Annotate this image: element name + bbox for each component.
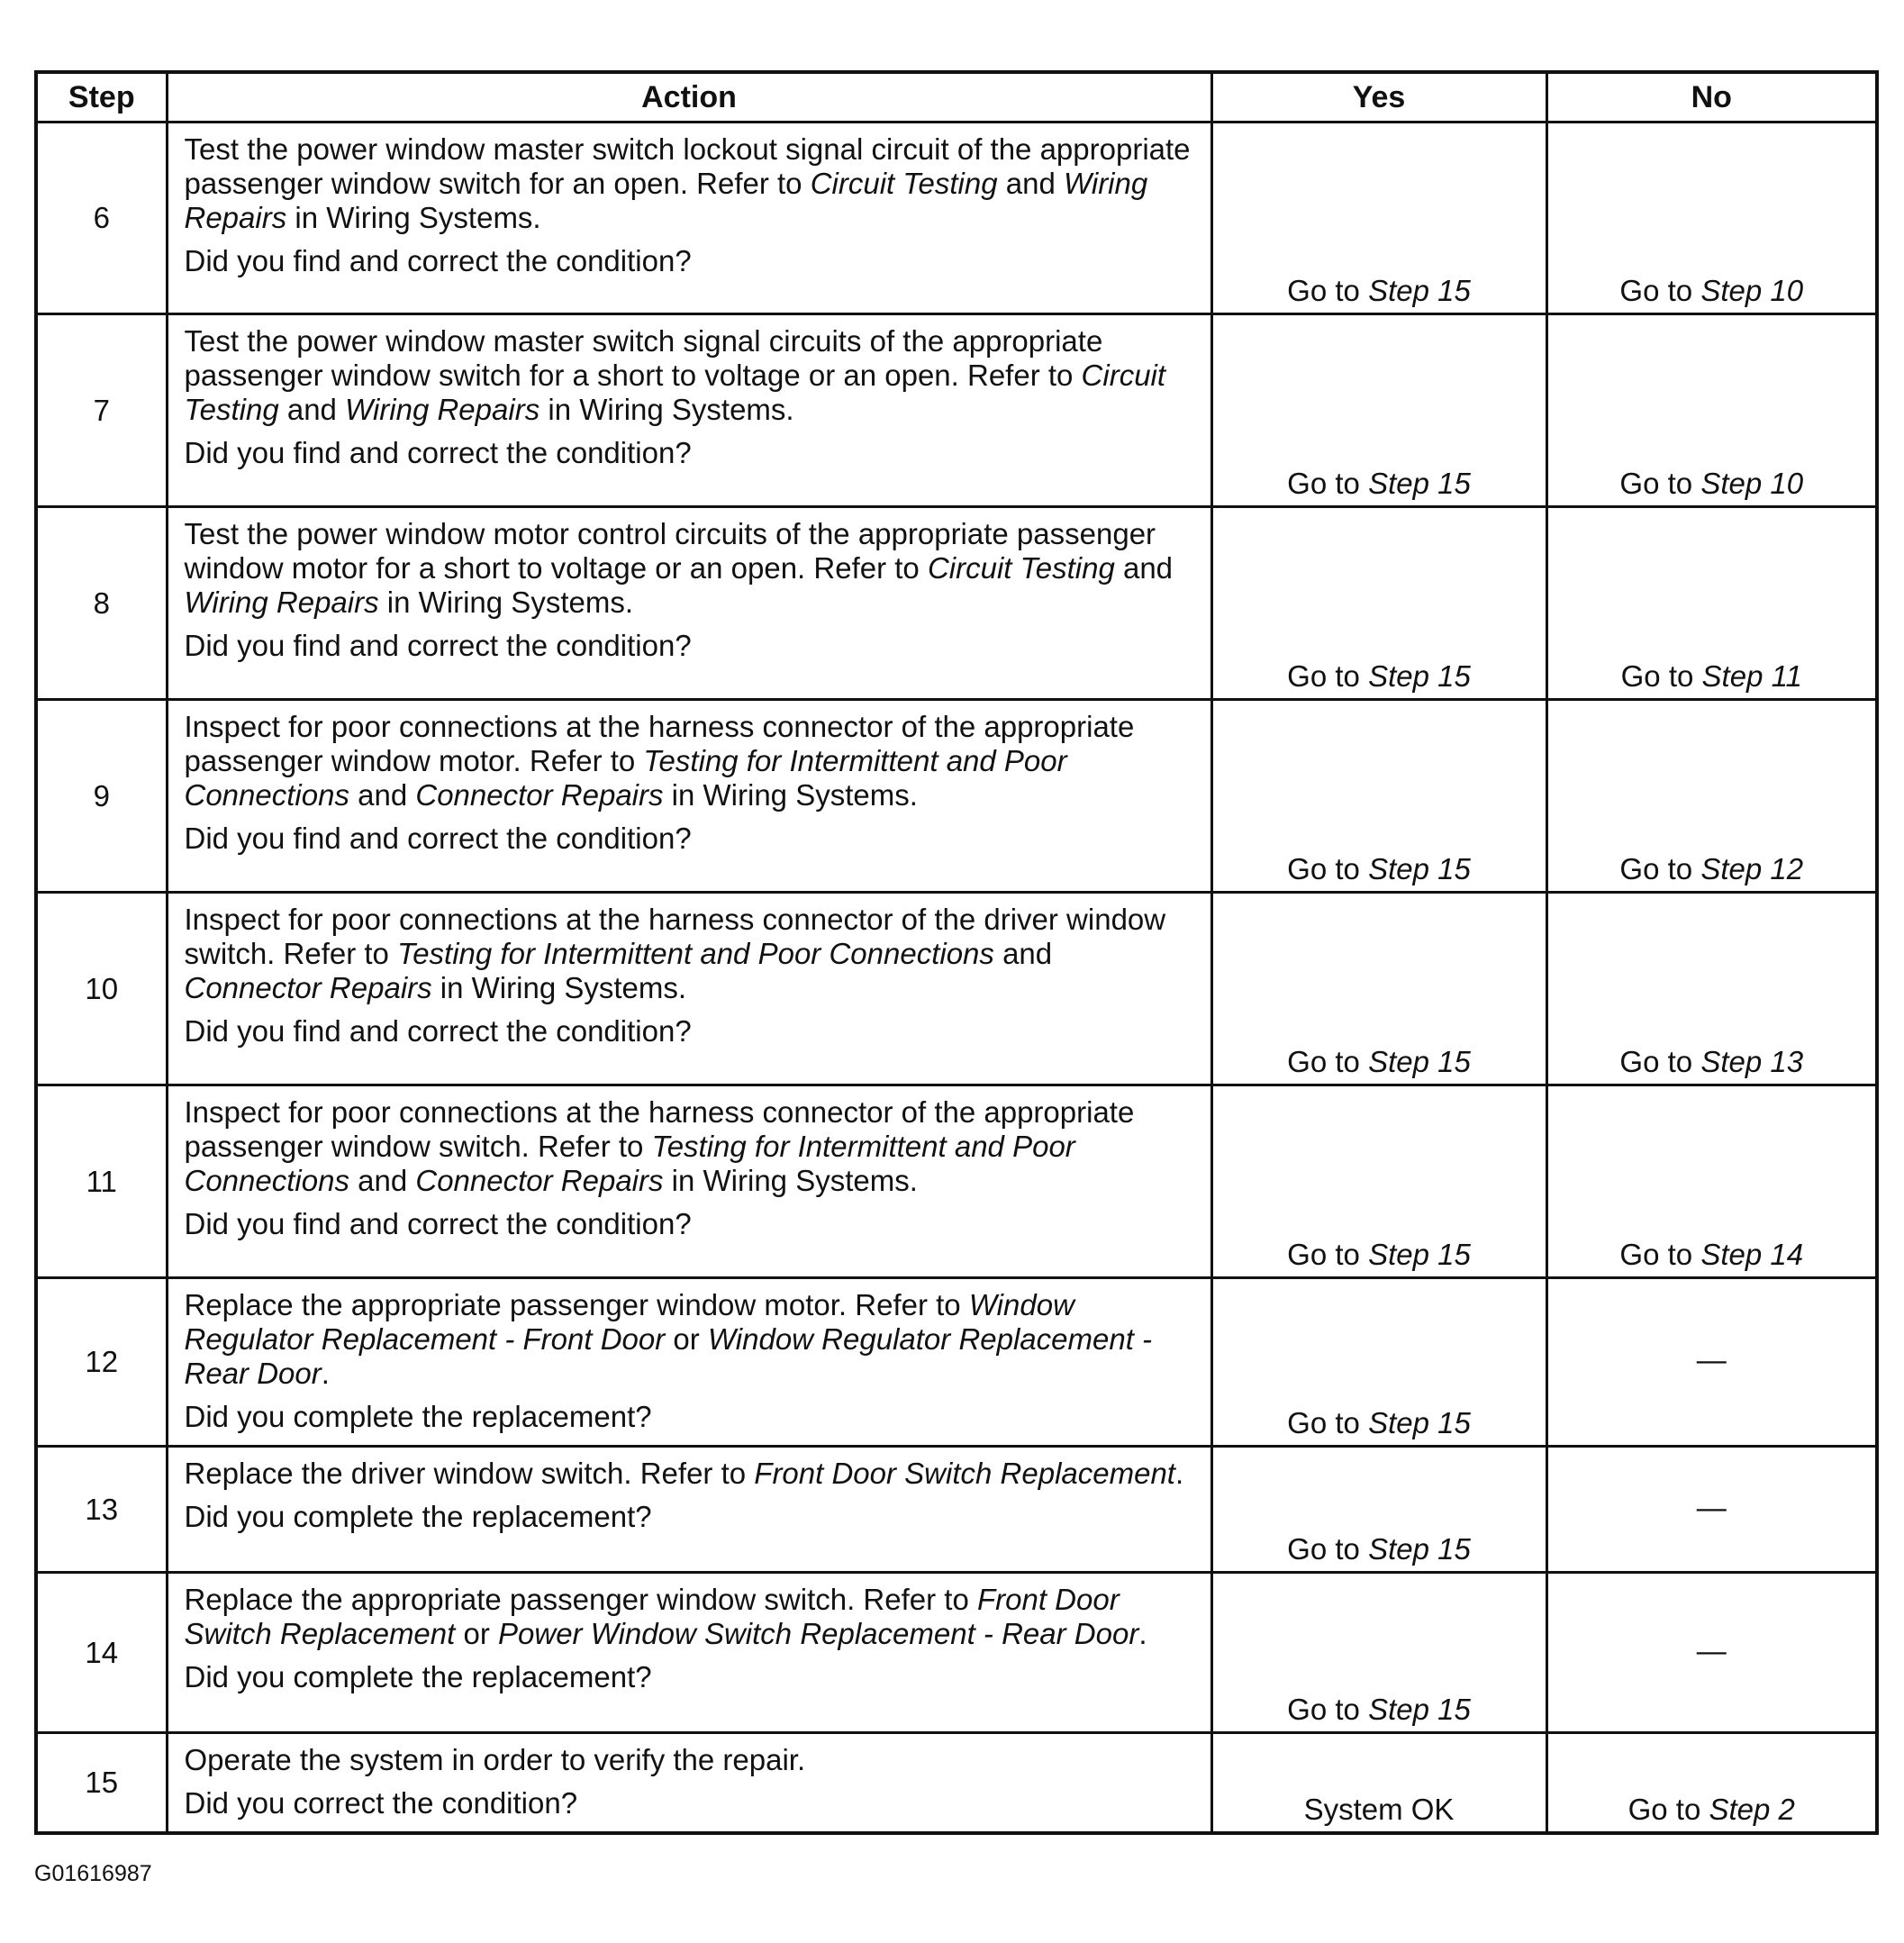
no-result	[1621, 659, 1802, 693]
no-result-text: Go to	[1619, 1045, 1701, 1078]
action-text-segment: .	[1138, 1617, 1147, 1650]
no-result-text: —	[1696, 1343, 1727, 1376]
action-text-segment: and	[997, 167, 1064, 200]
action-text	[185, 132, 1196, 235]
action-question: Did you complete the replacement?	[184, 1660, 652, 1693]
yes-step-reference: Step 15	[1368, 274, 1471, 307]
action-cell	[167, 1573, 1211, 1733]
reference-title: Front Door Switch Replacement	[754, 1457, 1175, 1490]
action-text	[185, 1288, 1196, 1391]
no-result-text: Go to	[1627, 1793, 1709, 1826]
no-result	[1619, 852, 1803, 885]
yes-result-text: Go to	[1287, 274, 1369, 307]
reference-title: Power Window Switch Replacement - Rear Door	[498, 1617, 1139, 1650]
yes-step-reference: Step 15	[1368, 1532, 1471, 1566]
no-result-cell	[1546, 1278, 1877, 1447]
step-number: 11	[36, 1085, 167, 1278]
table-row	[36, 1573, 1877, 1733]
yes-result-text: Go to	[1287, 1238, 1369, 1271]
yes-step-reference: Step 15	[1368, 1406, 1471, 1439]
action-question: Did you correct the condition?	[184, 1786, 578, 1820]
action-question: Did you find and correct the condition?	[184, 822, 692, 855]
action-text-segment: .	[1174, 1457, 1184, 1490]
no-result-text: Go to	[1619, 274, 1701, 307]
no-step-reference: Step 2	[1709, 1793, 1795, 1826]
yes-result-text: Go to	[1287, 659, 1369, 693]
action-cell	[167, 123, 1211, 314]
yes-result-cell	[1211, 1573, 1546, 1733]
action-question: Did you complete the replacement?	[184, 1500, 652, 1533]
action-text-segment: in Wiring Systems.	[378, 586, 633, 619]
reference-title: Testing for Intermittent and Poor Connections	[397, 937, 994, 970]
no-result-cell	[1546, 314, 1877, 507]
no-result-cell	[1546, 1085, 1877, 1278]
action-text-segment: and	[349, 1164, 416, 1197]
action-text-segment: in Wiring Systems.	[431, 971, 687, 1004]
header-row	[36, 72, 1877, 123]
action-cell	[167, 1733, 1211, 1834]
action-text-segment: and	[349, 778, 416, 812]
action-text	[185, 1743, 1196, 1777]
yes-result-text: Go to	[1287, 1045, 1369, 1078]
yes-step-reference: Step 15	[1368, 1238, 1471, 1271]
yes-result	[1287, 1532, 1471, 1566]
table-header	[36, 72, 1877, 123]
no-result-text: Go to	[1619, 1238, 1701, 1271]
action-text-segment: or	[665, 1322, 708, 1356]
action-cell	[167, 1447, 1211, 1573]
yes-result	[1287, 1238, 1471, 1271]
yes-result	[1287, 467, 1471, 500]
no-result-text: Go to	[1619, 467, 1701, 500]
no-step-reference: Step 10	[1700, 274, 1804, 307]
action-text-segment: and	[278, 393, 346, 426]
yes-result-text: Go to	[1287, 1532, 1369, 1566]
action-text-segment: Inspect for poor connections at the harness connector of the appropriate passenger window switch. Refer to	[184, 1095, 1135, 1163]
action-text-segment: Test the power window master switch signal circuits of the appropriate passenger window switch for a short to voltage or an open. Refer to	[184, 324, 1103, 392]
no-result-cell	[1546, 893, 1877, 1085]
yes-result-cell	[1211, 893, 1546, 1085]
no-result-text: —	[1696, 1490, 1727, 1524]
yes-step-reference: Step 15	[1368, 659, 1471, 693]
action-question: Did you find and correct the condition?	[184, 1207, 692, 1240]
action-cell	[167, 700, 1211, 893]
action-text	[185, 324, 1196, 427]
yes-result	[1287, 1693, 1471, 1726]
no-result-cell	[1546, 1573, 1877, 1733]
yes-result-text: Go to	[1287, 1406, 1369, 1439]
action-cell	[167, 1085, 1211, 1278]
action-text-segment: Operate the system in order to verify the repair.	[184, 1743, 806, 1776]
yes-result-cell	[1211, 123, 1546, 314]
step-number: 6	[36, 123, 167, 314]
action-text	[185, 903, 1196, 1005]
no-result	[1628, 1793, 1795, 1826]
yes-result-cell	[1211, 1447, 1546, 1573]
action-text-segment: and	[1114, 551, 1174, 585]
header-step: Step	[36, 72, 167, 123]
yes-result	[1287, 1045, 1471, 1078]
no-result	[1697, 1491, 1727, 1524]
yes-step-reference: Step 15	[1368, 852, 1471, 885]
table-body	[36, 123, 1877, 1834]
step-number: 15	[36, 1733, 167, 1834]
action-text-segment: Test the power window master switch lockout signal circuit of the appropriate passenger window switch for an open. Refer to	[184, 132, 1191, 200]
no-result	[1697, 1343, 1727, 1376]
no-step-reference: Step 12	[1700, 852, 1804, 885]
reference-title: Window Regulator Replacement - Rear Door	[184, 1322, 1153, 1390]
reference-title: Connector Repairs	[415, 778, 664, 812]
no-result	[1697, 1634, 1727, 1667]
step-number: 14	[36, 1573, 167, 1733]
reference-title: Testing for Intermittent and Poor Connections	[184, 1130, 1075, 1197]
table-row	[36, 123, 1877, 314]
action-cell	[167, 314, 1211, 507]
no-result-cell	[1546, 700, 1877, 893]
yes-result	[1287, 659, 1471, 693]
action-cell	[167, 507, 1211, 700]
table-row	[36, 1447, 1877, 1573]
reference-title: Front Door Switch Replacement	[184, 1583, 1120, 1650]
no-result	[1619, 274, 1803, 307]
action-text-segment: or	[455, 1617, 498, 1650]
table-row	[36, 1733, 1877, 1834]
reference-title: Wiring Repairs	[184, 586, 379, 619]
reference-title: Connector Repairs	[415, 1164, 664, 1197]
step-number: 12	[36, 1278, 167, 1447]
yes-result	[1287, 274, 1471, 307]
step-number: 10	[36, 893, 167, 1085]
reference-title: Wiring Repairs	[345, 393, 540, 426]
table-row	[36, 700, 1877, 893]
header-yes: Yes	[1211, 72, 1546, 123]
action-text	[185, 1095, 1196, 1198]
yes-result	[1287, 1406, 1471, 1439]
no-step-reference: Step 13	[1700, 1045, 1804, 1078]
action-text	[185, 517, 1196, 620]
yes-result	[1287, 852, 1471, 885]
yes-result-cell	[1211, 314, 1546, 507]
table-row	[36, 1278, 1877, 1447]
yes-result-cell	[1211, 700, 1546, 893]
action-text-segment: and	[993, 937, 1053, 970]
action-cell	[167, 893, 1211, 1085]
action-text	[185, 710, 1196, 813]
action-text-segment: in Wiring Systems.	[663, 1164, 918, 1197]
reference-title: Circuit Testing	[927, 551, 1115, 585]
step-number: 7	[36, 314, 167, 507]
yes-step-reference: Step 15	[1368, 1693, 1471, 1726]
reference-title: Circuit Testing	[184, 359, 1166, 426]
no-result-cell	[1546, 1447, 1877, 1573]
yes-result-cell	[1211, 507, 1546, 700]
action-text-segment: in Wiring Systems.	[663, 778, 918, 812]
diagnostic-steps-table	[34, 70, 1879, 1835]
yes-result-cell	[1211, 1733, 1546, 1834]
yes-result	[1304, 1793, 1455, 1826]
action-question: Did you find and correct the condition?	[184, 244, 692, 277]
reference-title: Circuit Testing	[810, 167, 998, 200]
action-text-segment: in Wiring Systems.	[286, 201, 541, 234]
action-question: Did you find and correct the condition?	[184, 436, 692, 469]
action-cell	[167, 1278, 1211, 1447]
no-result-cell	[1546, 1733, 1877, 1834]
no-result	[1619, 467, 1803, 500]
no-step-reference: Step 14	[1700, 1238, 1804, 1271]
action-question: Did you find and correct the condition?	[184, 1014, 692, 1048]
step-number: 9	[36, 700, 167, 893]
yes-result-text: Go to	[1287, 852, 1369, 885]
no-result	[1619, 1045, 1803, 1078]
action-text-segment: Replace the appropriate passenger window switch. Refer to	[184, 1583, 977, 1616]
table-row	[36, 507, 1877, 700]
diagnostic-document	[34, 70, 1875, 1835]
no-result-text: Go to	[1620, 659, 1702, 693]
reference-title: Wiring Repairs	[184, 167, 1148, 234]
action-text-segment: in Wiring Systems.	[539, 393, 794, 426]
table-row	[36, 314, 1877, 507]
action-text-segment: Inspect for poor connections at the harness connector of the appropriate passenger window motor. Refer to	[184, 710, 1135, 777]
no-result-cell	[1546, 507, 1877, 700]
action-text-segment: Test the power window motor control circuits of the appropriate passenger window motor for a short to voltage or an open. Refer to	[184, 517, 1156, 585]
action-text	[185, 1583, 1196, 1651]
header-no: No	[1546, 72, 1877, 123]
step-number: 8	[36, 507, 167, 700]
no-step-reference: Step 11	[1701, 659, 1802, 693]
yes-result-text: System OK	[1303, 1793, 1455, 1826]
no-step-reference: Step 10	[1700, 467, 1804, 500]
action-text-segment: Replace the driver window switch. Refer to	[184, 1457, 755, 1490]
yes-result-cell	[1211, 1278, 1546, 1447]
table-row	[36, 1085, 1877, 1278]
reference-title: Window Regulator Replacement - Front Door	[184, 1288, 1074, 1356]
yes-result-text: Go to	[1287, 467, 1369, 500]
no-result	[1619, 1238, 1803, 1271]
yes-step-reference: Step 15	[1368, 467, 1471, 500]
reference-title: Testing for Intermittent and Poor Connections	[184, 744, 1067, 812]
no-result-cell	[1546, 123, 1877, 314]
action-question: Did you complete the replacement?	[184, 1400, 652, 1433]
no-result-text: —	[1696, 1633, 1727, 1667]
header-action: Action	[167, 72, 1211, 123]
yes-result-cell	[1211, 1085, 1546, 1278]
action-text-segment: Inspect for poor connections at the harness connector of the driver window switch. Refer to	[184, 903, 1166, 970]
reference-title: Connector Repairs	[184, 971, 432, 1004]
action-text-segment: .	[321, 1357, 330, 1390]
action-text	[185, 1457, 1196, 1491]
no-result-text: Go to	[1619, 852, 1701, 885]
yes-result-text: Go to	[1287, 1693, 1369, 1726]
table-row	[36, 893, 1877, 1085]
action-text-segment: Replace the appropriate passenger window motor. Refer to	[184, 1288, 969, 1321]
step-number: 13	[36, 1447, 167, 1573]
yes-step-reference: Step 15	[1368, 1045, 1471, 1078]
action-question: Did you find and correct the condition?	[184, 629, 692, 662]
figure-id: G01616987	[34, 1861, 152, 1886]
